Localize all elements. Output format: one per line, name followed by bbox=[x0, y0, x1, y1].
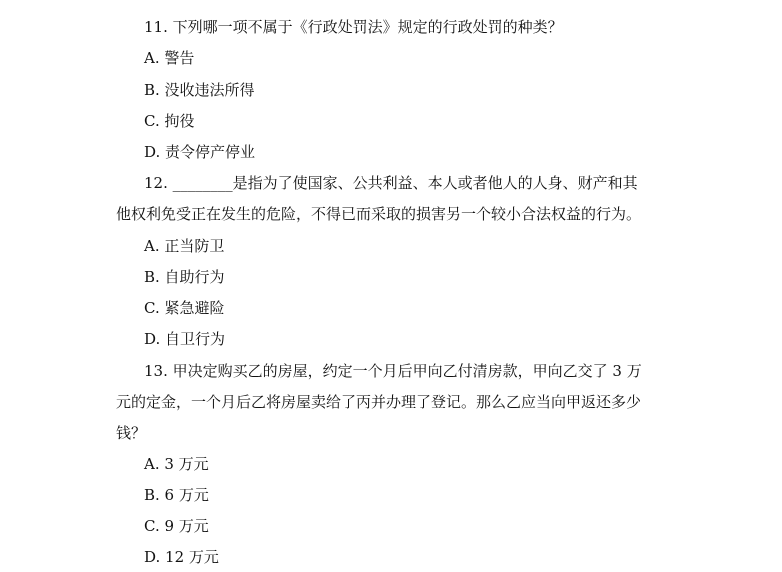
question-13-option-d: D. 12 万元 bbox=[144, 548, 219, 566]
question-11-option-b: B. 没收违法所得 bbox=[144, 81, 255, 99]
question-13-option-b: B. 6 万元 bbox=[144, 486, 209, 504]
question-12-stem-line-2: 他权利免受正在发生的危险，不得已而采取的损害另一个较小合法权益的行为。 bbox=[116, 205, 642, 223]
question-11-option-a: A. 警告 bbox=[144, 49, 195, 67]
question-13-stem-line-3: 钱？ bbox=[116, 424, 147, 442]
question-11-stem: 11. 下列哪一项不属于《行政处罚法》规定的行政处罚的种类？ bbox=[144, 18, 563, 36]
question-12-option-b: B. 自助行为 bbox=[144, 268, 225, 286]
question-13-stem-line-2: 元的定金，一个月后乙将房屋卖给了丙并办理了登记。那么乙应当向甲返还多少 bbox=[116, 393, 642, 411]
question-13-stem-line-1: 13. 甲决定购买乙的房屋，约定一个月后甲向乙付清房款，甲向乙交了 3 万 bbox=[144, 362, 642, 380]
question-13-option-c: C. 9 万元 bbox=[144, 517, 209, 535]
question-12-stem-line-1: 12. ________是指为了使国家、公共利益、本人或者他人的人身、财产和其 bbox=[144, 174, 638, 192]
question-11-option-d: D. 责令停产停业 bbox=[144, 143, 256, 161]
question-11-option-c: C. 拘役 bbox=[144, 112, 195, 130]
question-12-option-d: D. 自卫行为 bbox=[144, 330, 226, 348]
question-12-option-c: C. 紧急避险 bbox=[144, 299, 225, 317]
question-13-option-a: A. 3 万元 bbox=[144, 455, 209, 473]
question-12-option-a: A. 正当防卫 bbox=[144, 237, 225, 255]
